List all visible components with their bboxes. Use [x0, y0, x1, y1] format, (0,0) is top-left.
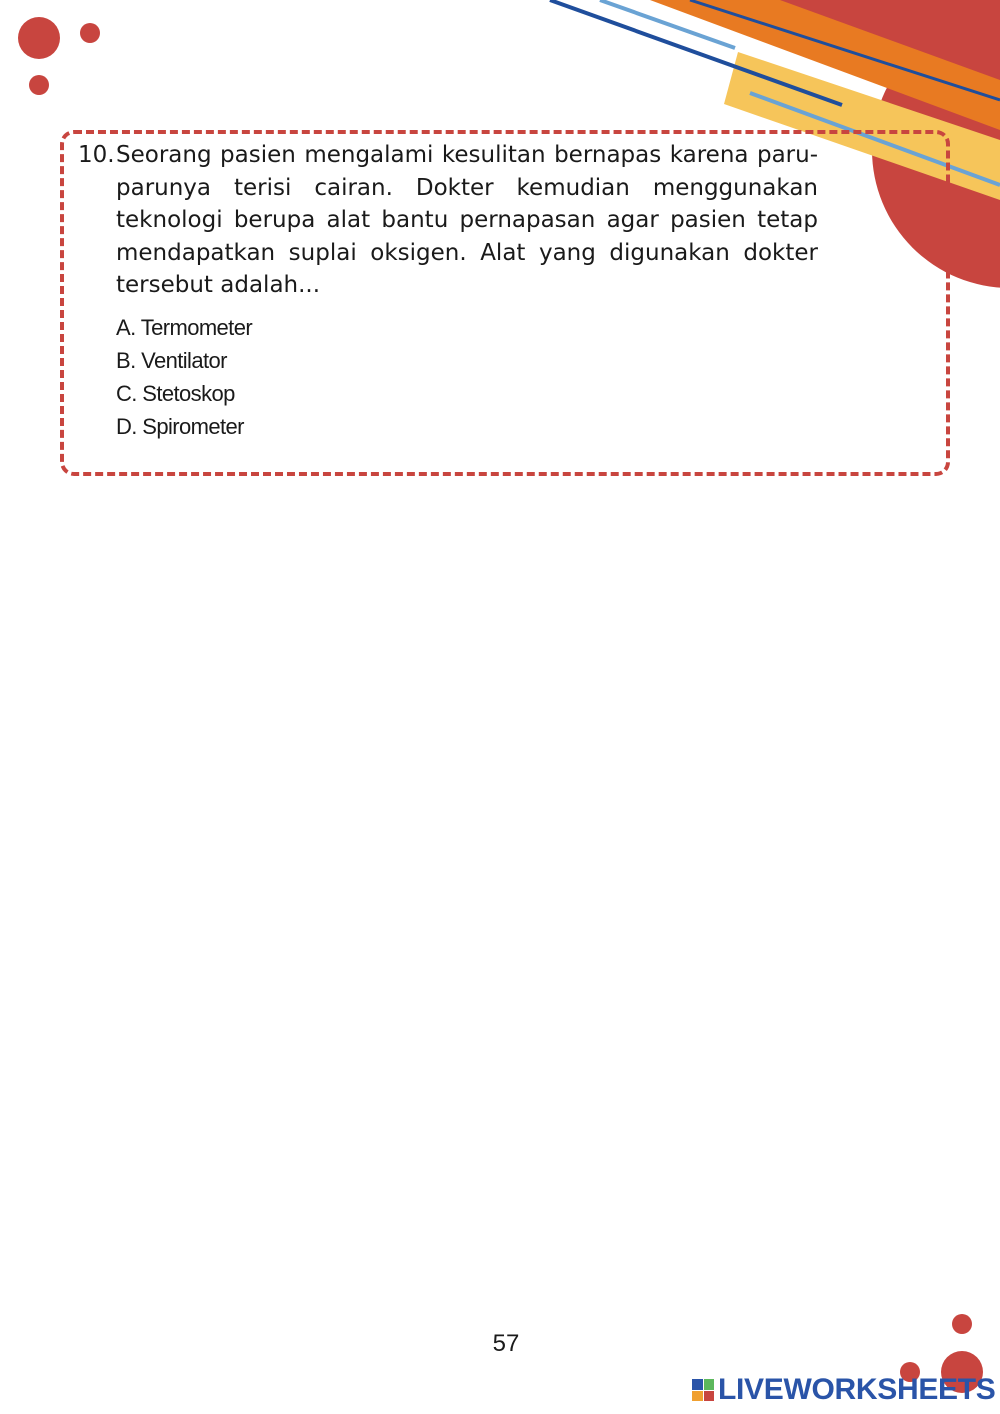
logo-mark-icon — [692, 1379, 714, 1401]
question-text: Seorang pasien mengalami kesulitan bernapas karena paru-parunya terisi cairan. Dokter kemudian menggunakan teknologi berupa alat bantu pernapasan agar pasien tetap mendapatkan suplai oksigen. Alat yang digunakan dokter tersebut adalah... — [116, 142, 818, 298]
liveworksheets-logo — [692, 1370, 996, 1410]
logo-text: LIVEWORKSHEETS — [718, 1373, 996, 1406]
decor-dot — [18, 17, 60, 59]
option-b[interactable]: B. Ventilator — [116, 348, 227, 373]
option-a[interactable]: A. Termometer — [116, 315, 253, 340]
page-number: 57 — [492, 1330, 520, 1357]
decor-dot — [80, 23, 100, 43]
answer-options — [116, 311, 252, 443]
question-number: 10. — [78, 142, 115, 168]
option-d[interactable]: D. Spirometer — [116, 414, 244, 439]
option-c[interactable]: C. Stetoskop — [116, 381, 235, 406]
decor-dot — [29, 75, 49, 95]
